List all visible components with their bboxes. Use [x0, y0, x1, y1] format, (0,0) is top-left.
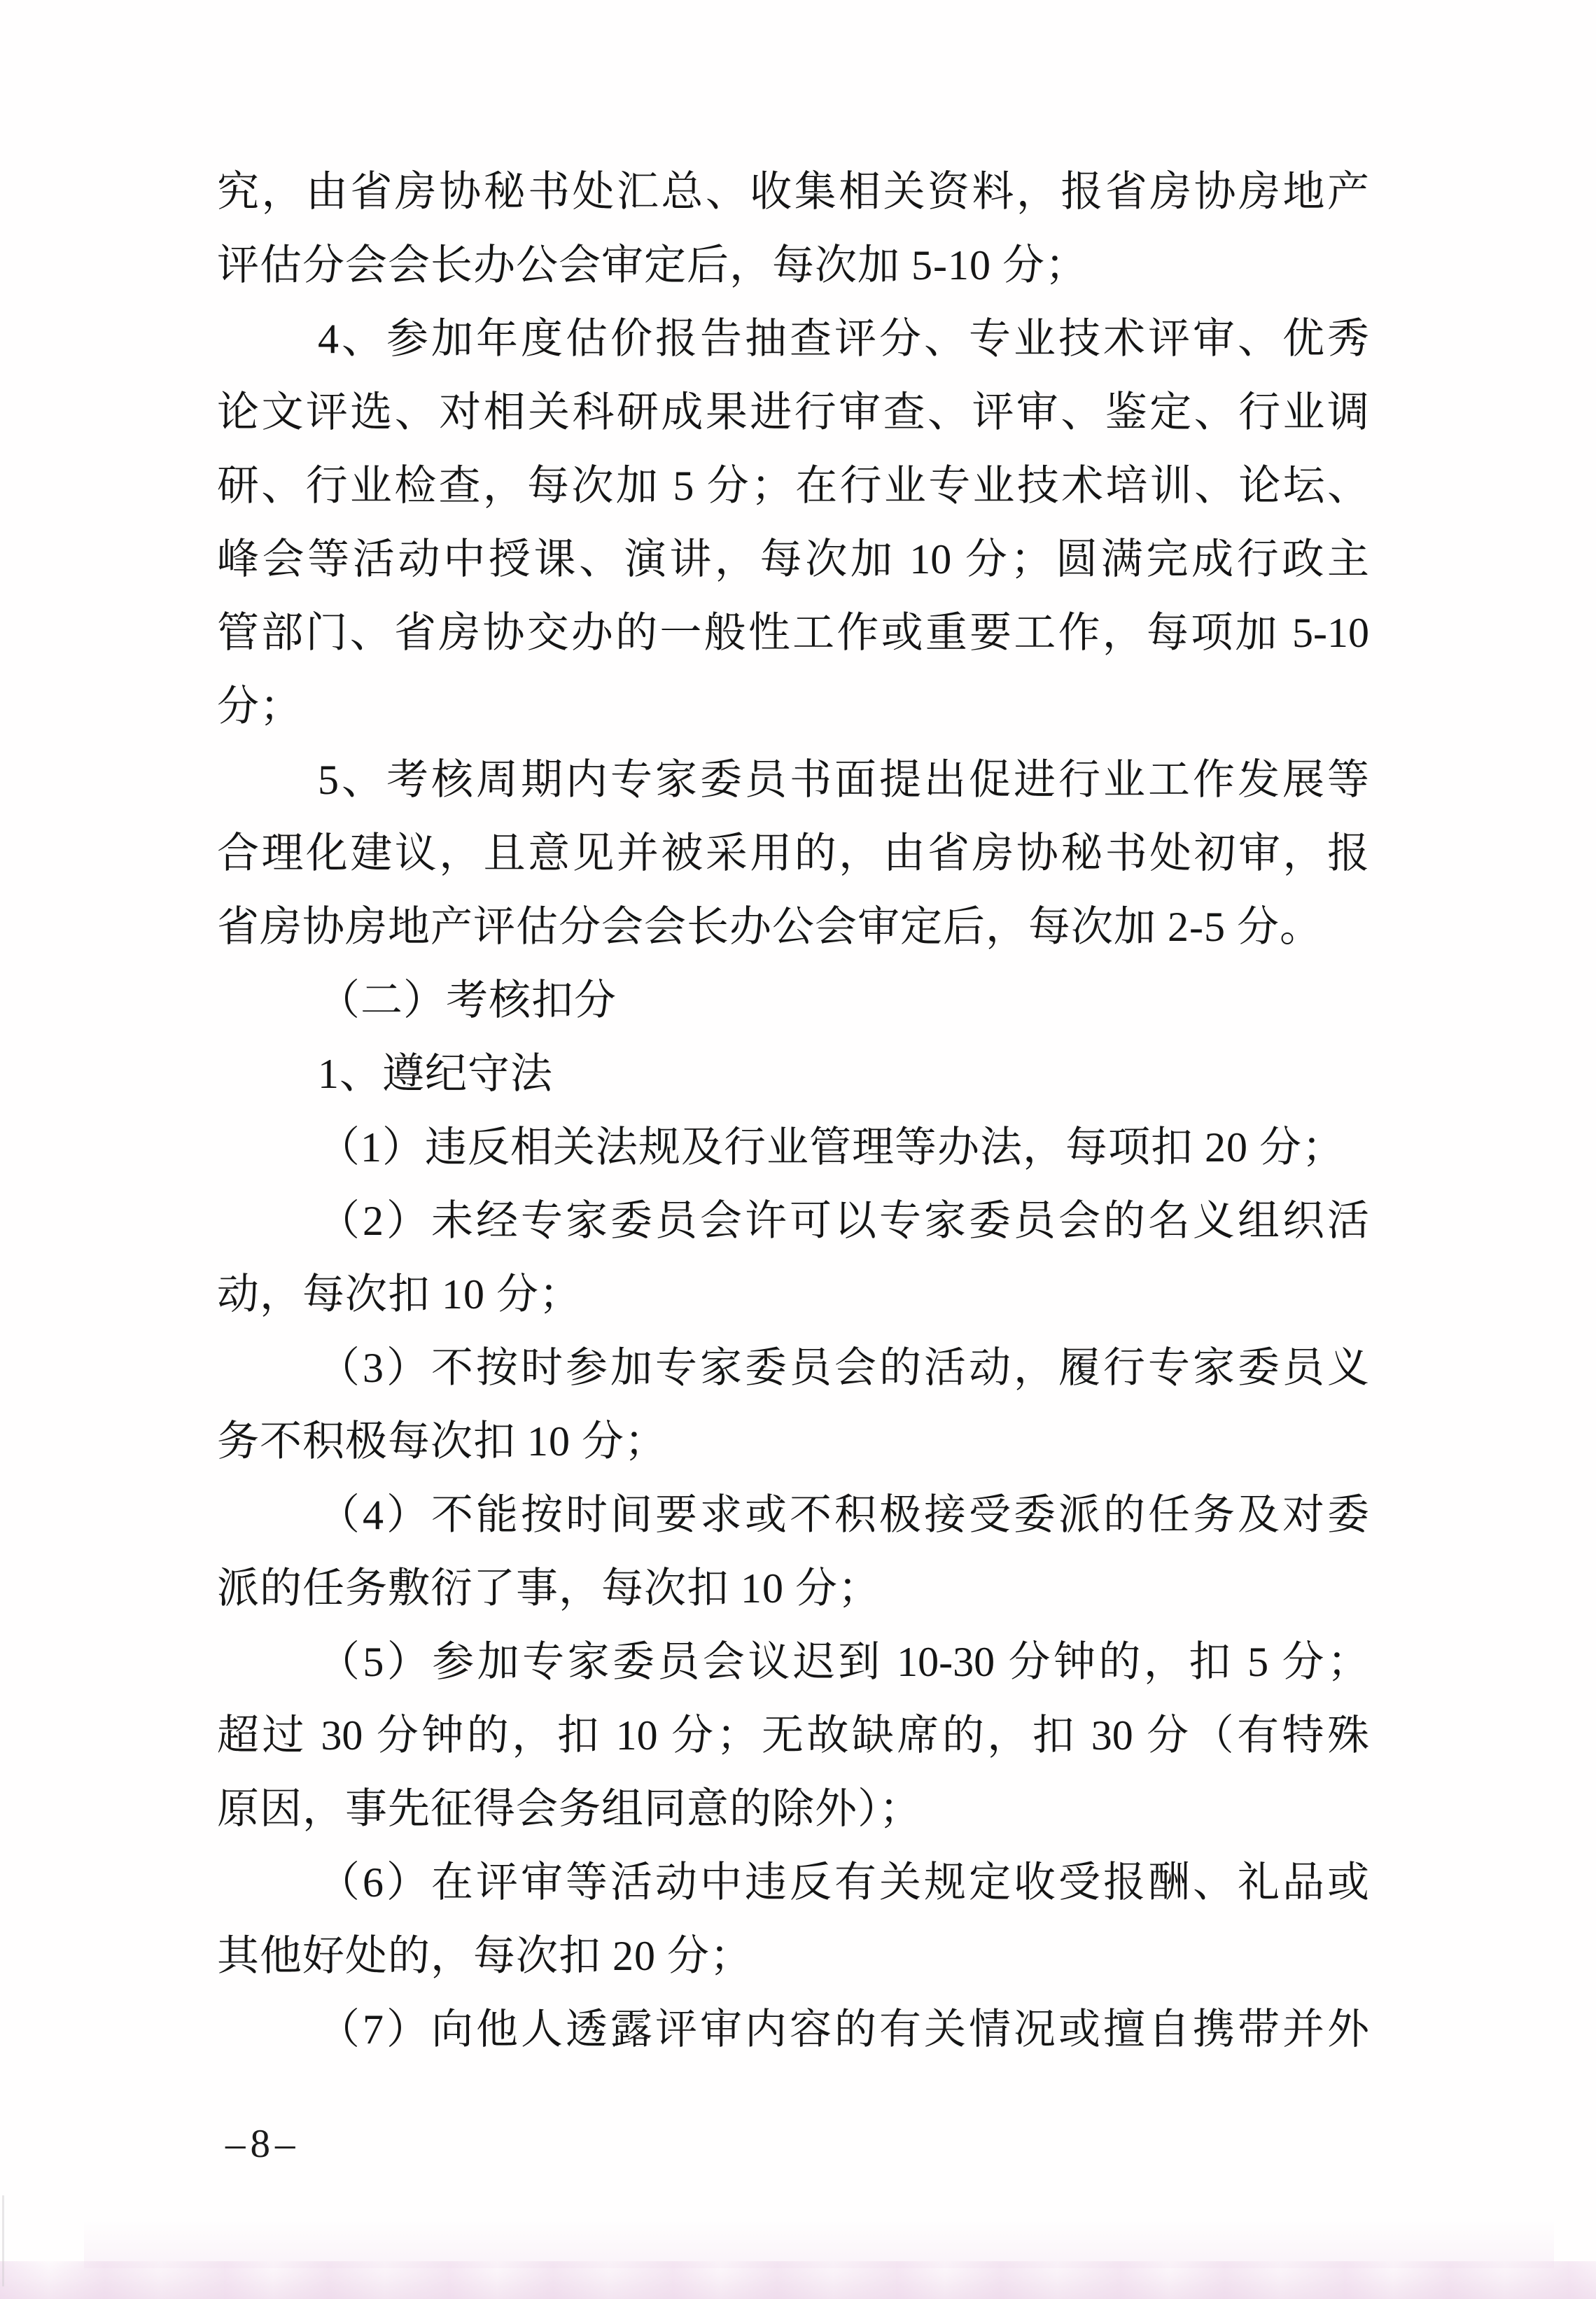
text-line: 其他好处的，每次扣 20 分；: [217, 1933, 752, 1979]
text-line: （3）不按时参加专家委员会的活动，履行专家委员义: [318, 1345, 1369, 1391]
text-line: 派的任务敷衍了事，每次扣 10 分；: [217, 1565, 881, 1612]
text-line: （5）参加专家委员会议迟到 10-30 分钟的，扣 5 分；: [318, 1639, 1369, 1685]
text-line: 分；: [217, 683, 302, 729]
text-line: 研、行业检查，每次加 5 分；在行业专业技术培训、论坛、: [217, 463, 1369, 509]
scan-edge-line: [2, 2195, 4, 2286]
document-body: [217, 155, 1369, 2067]
text-line: 动，每次扣 10 分；: [217, 1271, 582, 1318]
text-line: 论文评选、对相关科研成果进行审查、评审、鉴定、行业调: [217, 389, 1369, 435]
text-line: 原因，事先征得会务组同意的除外）；: [217, 1786, 922, 1832]
text-line: 5、考核周期内专家委员书面提出促进行业工作发展等: [318, 757, 1369, 803]
text-line: （2）未经专家委员会许可以专家委员会的名义组织活: [318, 1198, 1369, 1244]
page-number: –8–: [225, 2122, 300, 2166]
subsection-heading: 1、遵纪守法: [318, 1051, 553, 1097]
text-line: 评估分会会长办公会审定后，每次加 5-10 分；: [217, 242, 1088, 288]
text-line: 务不积极每次扣 10 分；: [217, 1418, 667, 1465]
text-line: 管部门、省房协交办的一般性工作或重要工作，每项加 5-10: [217, 610, 1369, 656]
text-line: （6）在评审等活动中违反有关规定收受报酬、礼品或: [318, 1859, 1369, 1906]
text-line: 峰会等活动中授课、演讲，每次加 10 分；圆满完成行政主: [217, 536, 1369, 582]
text-line: （7）向他人透露评审内容的有关情况或擅自携带并外: [318, 2006, 1369, 2053]
text-line: （1）违反相关法规及行业管理等办法，每项扣 20 分；: [318, 1124, 1345, 1171]
text-line: 省房协房地产评估分会会长办公会审定后，每次加 2-5 分。: [217, 904, 1322, 950]
text-line: 究，由省房协秘书处汇总、收集相关资料，报省房协房地产: [217, 169, 1369, 215]
scan-artifact-band: [0, 2261, 1596, 2299]
text-line: 超过 30 分钟的，扣 10 分；无故缺席的，扣 30 分（有特殊: [217, 1712, 1369, 1759]
text-line: 4、参加年度估价报告抽查评分、专业技术评审、优秀: [318, 316, 1369, 362]
text-line: 合理化建议，且意见并被采用的，由省房协秘书处初审，报: [217, 830, 1369, 876]
section-heading: （二）考核扣分: [318, 977, 617, 1023]
text-line: （4）不能按时间要求或不积极接受委派的任务及对委: [318, 1492, 1369, 1538]
